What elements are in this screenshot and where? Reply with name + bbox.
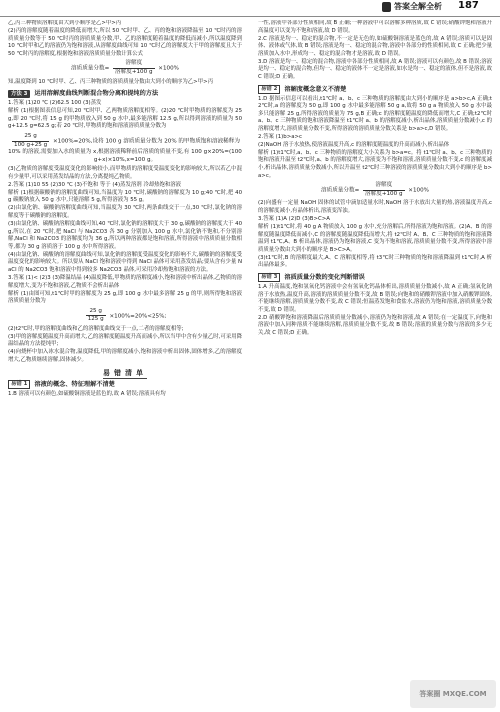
fraction [113,60,154,76]
paragraph: 解析 (1)根据图表信息可知,20 ℃时甲、乙两物质溶解度相等。(2)20 ℃时甲物质的溶解度为 25 g,即 20 ℃时,将 15 g 的甲物质放入到 50 g 水中,最多能溶解 12.5 g,所以得到溶液的质量为 50 g+12.5 g=62.5 g;若 20 ℃时,甲物质的饱和溶液溶质质量分数为 [8,108,242,130]
paragraph: (4)由氯化钠、碳酸钠的溶解度曲线可知,氯化钠的溶解度受温度变化的影响不大,碳酸钠的溶解度受温度变化的影响较大。所以要从 NaCl 饱和溶液中得到 NaCl 晶体可采用蒸发结晶;要从含有少量 NaCl 的 Na2CO3 饱和溶液中得到较多 Na2CO3 晶体,可采用冷却热饱和溶液的方法。 [8,251,242,273]
paragraph: (3)乙物质的溶解度受温度变化的影响较小,而甲物质的溶解度受温度变化的影响较大,所以若乙中混有少量甲,可以采用蒸发结晶的方法,分离提纯乙物质。 [8,166,242,180]
paragraph: (3)甲的溶解度随温度升高而增大,乙的溶解度随温度升高而减小,所以当甲中含有少量乙时,可采用降温结晶的方法提纯甲; [8,333,242,348]
error-heading [258,85,492,94]
watermark: 答案圈 MXQE.COM [410,680,496,708]
fraction [12,133,49,149]
paragraph: 2.答案 (1)10 55 (2)30 ℃ (3)不饱和 等于 (4)蒸发溶剂 冷却热饱和溶液 [8,181,182,188]
left-column [8,20,242,710]
paragraph: (3)t1℃时,B 的溶解度最大,A、C 溶解度相等,将 t3℃时三种物质的饱和溶液降温到 t1℃时,A 析出晶体最多。 [258,254,492,269]
error-heading [258,273,492,282]
paragraph: 解析 (1)t1℃时,a、b、c 三种物质的溶解度大小关系为 b>a=c。将 t1℃时 a、b、c 三种物质的饱和溶液升温至 t2℃时,a、b 的溶解度增大,溶液变为不饱和溶液,溶质质量分数不变,c 的溶解度减小,析出晶体,溶质质量分数减小,所以升温至 t2℃时三种溶液的溶质质量分数由大到小的顺序是 b>a>c。 [258,149,492,179]
method-tag: 方法 3 [8,90,30,98]
formula-rhs: ×100% [408,187,429,194]
fraction-numerator: 溶解度 [113,60,154,69]
error-heading [8,380,242,389]
section-title-text: 易错清单 [103,368,147,377]
paragraph: 1.A 升高温度,饱和氢氧化钙溶液中会有氢氧化钙晶体析出,溶质质量分数减小,故 A 正确;氢氧化钠溶于水放热,温度升高,溶液的溶质质量分数不变,故 B 错误;向饱和的硝酸钾溶液中加入硝酸钾固体,不能继续溶解,溶质质量分数不变,故 C 错误;恒温蒸发饱和食盐水,溶液仍为饱和溶液,溶质质量分数不变,故 D 错误。 [258,283,492,313]
fraction-denominator: 溶解度+100 g [115,68,153,75]
paragraph: (2)t2℃时,甲的溶解度曲线和乙的溶解度曲线交于一点,二者的溶解度相等; [8,325,184,332]
fraction-denominator: 溶解度+100 g [365,190,403,197]
paragraph: 3.答案 (1)< (2)3 (3)降温结晶 (4)温度降低,甲物质的溶解度减小,饱和溶液中析出晶体,乙物质的溶解度增大,变为不饱和溶液,乙物质不会析出晶体 [8,274,242,289]
paragraph: 一性,溶液中各部分性质相同,故 B 正确;一种溶液中可以溶解多种溶质,故 C 错误;硝酸钾饱和溶液升高温度可以变为不饱和溶液,故 D 错误。 [258,20,492,34]
error-tag: 易错 3 [258,273,280,282]
paragraph: 1.答案 (1)20 ℃ (2)62.5 100 (3)蒸发 [8,100,102,107]
page-number: 187 [458,0,479,11]
method-title: 运用溶解度曲线判断混合物分离和提纯的方法 [34,90,159,98]
right-column [258,20,492,710]
paragraph: 知,温度降到 10 ℃时甲、乙、丙三种物质的溶质质量分数由大到小的顺序为乙>甲>丙 [8,78,213,85]
paragraph: (3)由氯化钠、碳酸钠溶解度曲线可知,40 ℃时,氯化钠的溶解度大于 30 g,碳酸钠的溶解度大于 40 g,所以,在 20 ℃时,把 NaCl 与 Na2CO3 各 30 g 分别加入 100 g 水中,氯化钠不饱和,不分别溶解,NaCl 和 Na2CO3 的溶解度均为 36 g,所以两种溶液都是饱和溶液,所得溶液中溶质质量分数相等,都为 30 g 溶质溶于 100 g 水中所得溶液。 [8,221,242,250]
paragraph: 1.B 溶液可以有颜色,如硫酸铜溶液是蓝色的,故 A 错误;溶液具有均 [8,391,166,398]
paragraph: 2.C 溶液是均一、稳定的混合物,不一定是无色的,如硫酸铜溶液是蓝色的,故 A 错误;溶质可以是固体、液体或气体,故 B 错误;溶液是均一、稳定的混合物,溶液中各部分的性质相同,故 C 正确;把少量溶质加入水中,形成均一、稳定的混合物才是溶液,故 D 错误。 [258,35,492,57]
header-title: 答案全解全析 [394,2,442,11]
fraction-numerator: 溶解度 [363,182,404,191]
formula-rhs: ×100%=20%,设将 100 g 溶质质量分数为 20% 的甲物质饱和溶液稀释为 10% 的溶液,需要加入水的质量为 x,根据溶液稀释前后溶质的质量不变,有 100 g×20%=(100 g+x)×10%,x=100 g。 [8,138,242,163]
fraction-numerator: 25 g [86,308,106,317]
error-tag: 易错 1 [8,380,30,389]
formula [8,308,242,324]
fraction-denominator: 125 g [87,316,104,323]
paragraph: (2)由氯化钠、碳酸钠溶解度曲线可知,当温度为 30 ℃时,两条曲线交于一点,30 ℃时,氯化钠的溶解度等于碳酸钠的溶解度。 [8,205,242,220]
paragraph: 解析 (1)由图可知,t1℃时甲的溶解度为 25 g,即 100 g 水中最多溶解 25 g 的甲,则所得饱和溶液溶质质量分数为 [8,290,242,305]
formula-rhs: ×100%=20%<25%; [109,313,167,320]
paragraph: 解析 (1)t1℃时,将 40 g A 物质放入 100 g 水中,充分溶解后,所得溶液为饱和溶液。(2)A、B 的溶解度随温度降低而减小,C 的溶解度随温度降低而增大,将 t2℃时 A、B、C 三种物质的饱和溶液降温到 t1℃,A、B 析出晶体,溶液仍为饱和溶液,C 变为不饱和溶液,溶质质量分数不变,所得溶液中溶质质量分数由大到小的顺序是 B>C>A。 [258,223,492,253]
fraction-numerator: 25 g [12,133,49,142]
paragraph: 3.D 溶液是均一、稳定的混合物,溶液中各部分性质相同,故 A 错误;溶液可以有颜色,故 B 错误;溶液是均一、稳定的混合物,但均一、稳定的液体不一定是溶液,如水是均一、稳定的液体,但不是溶液,故 C 错误;D 正确。 [258,58,492,80]
formula [8,133,242,164]
paragraph: (2)向盛有一定量 NaOH 固体的试管中滴加适量水时,NaOH 溶于水放出大量的热,溶液温度升高,c 的溶解度减小,有晶体析出,溶液变浑浊。 [258,200,492,215]
paragraph: 1.D 据图示信息可以看出,t1℃时 a、b、c 三种物质的溶解度由大到小的顺序是 a>b>c,A 正确;t2℃时,a 的溶解度为 50 g,即 100 g 水中最多能溶解 50 g a,故将 50 g a 物质放入 50 g 水中最多只能溶解 25 g,所得溶液的质量为 75 g,B 正确;c 的溶解度随温度的降低而增大,C 正确;t2℃时 a、b、c 三种物质的饱和溶液降温至 t1℃时 a、b 的溶解度减小,析出晶体,溶质质量分数减小,c 的溶解度增大,溶质质量分数不变,所得溶液的溶质质量分数关系是 b>a>c,D 错误。 [258,95,492,132]
paragraph: 2.D 硝酸钾饱和溶液降温后溶质质量分数减小,溶液仍为饱和溶液,故 A 错误;在一定温度下,向饱和溶液中加入同种溶质不能继续溶解,溶质质量分数不变,故 B 错误;溶液的质量分数与溶液的多少无关,故 C 错误;D 正确。 [258,314,492,336]
formula-lhs: 溶质质量分数= [321,187,360,194]
error-title: 溶解度概念意义不清楚 [284,85,347,93]
formula-lhs: 溶质质量分数= [71,65,110,72]
paragraph: 解析 (1)根据碳酸钠的溶解度曲线可知,当温度为 10 ℃时,碳酸钠的溶解度为 10 g;40 ℃时,把 40 g 碳酸钠放入 50 g 水中,只能溶解 5 g,所得溶液为 55 g。 [8,189,242,204]
paragraph: 乙,丙三种物质溶解度由大到小顺序是乙>甲>丙 [8,20,122,26]
method-heading [8,89,242,98]
fraction [86,308,106,324]
formula [8,60,242,76]
error-title: 溶质质量分数的变化判断错误 [284,273,365,281]
paragraph: (2)NaOH 溶于水放热,使溶液温度升高,c 的溶解度随温度的升高而减小,析出晶体 [258,141,450,148]
page-header [0,0,500,17]
section-title [8,370,242,378]
paragraph: (4)向烧杯中加入冰水混合物,温度降低,甲的溶解度减小,饱和溶液中析出固体,固体增多,乙的溶解度增大,乙物质继续溶解,固体减少。 [8,349,242,364]
fraction-denominator: 100 g+25 g [14,141,48,148]
error-tag: 易错 2 [258,85,280,94]
formula [258,182,492,198]
book-icon [382,2,391,12]
paragraph: (2)丙的溶解度随着温度的降低而增大,所以 50 ℃时甲、乙、丙的饱和溶液降温至 10 ℃时丙的溶质质量分数等于 50 ℃时丙的溶质质量分数,甲、乙的溶解度随着温度的降低而减小,所以温度降到 10 ℃时甲和乙的溶液仍为饱和溶液,从溶解度曲线可知 10 ℃时乙的溶解度大于甲的溶解度且大于 50 ℃时丙的溶解度,根据饱和溶液溶质质量分数计算公式 [8,27,242,57]
paragraph: 2.答案 (1)b>a>c [258,133,302,140]
formula-rhs: ×100% [158,65,179,72]
paragraph: 3.答案 (1)A (2)D (3)B>C>A [258,216,330,222]
error-title: 溶液的概念、特征理解不清楚 [34,381,115,389]
fraction [363,182,404,198]
